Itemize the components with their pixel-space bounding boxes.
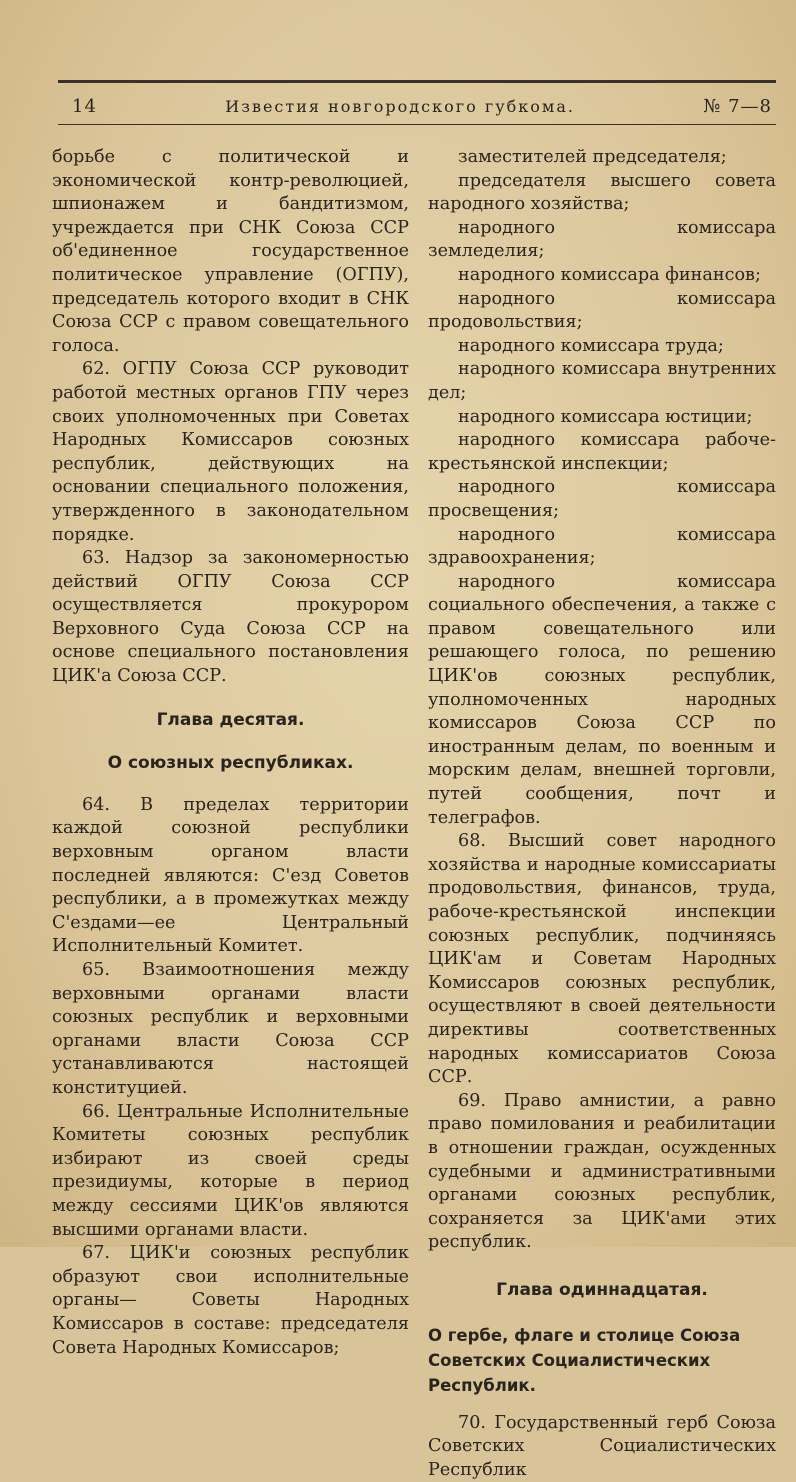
list-item: народного комиссара внутренних дел; — [428, 358, 776, 405]
article-68: 68. Высший совет народного хозяйства и народные комиссариаты продовольствия, финансов, труда, рабоче-крестьянской инспекции союзных республик, подчиняясь ЦИК'ам и Советам Народных Комиссаров союзных республик, осуществляют в своей деятельности директивы соответственных народных комиссариатов Союза ССР. — [428, 830, 776, 1090]
article-67: 67. ЦИК'и союзных республик образуют свои исполнительные органы— Советы Народных Комиссаров в составе: председателя Совета Народных Комиссаров; — [52, 1242, 409, 1360]
list-item: народного комиссара труда; — [428, 335, 776, 359]
paragraph-61-cont: борьбе с политической и экономической контр-революцией, шпионажем и бандитизмом, учреждается при СНК Союза ССР об'единенное государственное политическое управление (ОГПУ), председатель которого входит в СНК Союза ССР с правом совещательного голоса. — [52, 146, 409, 358]
list-item: народного комиссара здравоохранения; — [428, 524, 776, 571]
article-66: 66. Центральные Исполнительные Комитеты союзных республик избирают из своей среды президиумы, которые в период между сессиями ЦИК'ов являются высшими органами власти. — [52, 1101, 409, 1243]
chapter-ten-subtitle: О союзных республиках. — [52, 752, 409, 776]
list-item: председателя высшего совета народного хозяйства; — [428, 170, 776, 217]
article-63: 63. Надзор за закономерностью действий ОГПУ Союза ССР осуществляется прокурором Верховного Суда Союза ССР на основе специального постановления ЦИК'а Союза ССР. — [52, 547, 409, 689]
list-item: народного комиссара финансов; — [428, 264, 776, 288]
list-item: народного комиссара рабоче-крестьянской инспекции; — [428, 429, 776, 476]
list-item: народного комиссара просвещения; — [428, 476, 776, 523]
journal-title: Известия новгородского губкома. — [225, 97, 575, 116]
issue-number: № 7—8 — [703, 96, 772, 117]
article-65: 65. Взаимоотношения между верховными органами власти союзных республик и верховными органами власти Союза ССР устанавливаются настоящей конституцией. — [52, 959, 409, 1101]
chapter-eleven-title: Глава одиннадцатая. — [428, 1279, 776, 1303]
article-70: 70. Государственный герб Союза Советских Социалистических Республик — [428, 1412, 776, 1482]
list-item: народного комиссара юстиции; — [428, 406, 776, 430]
list-item: заместителей председателя; — [428, 146, 776, 170]
list-item: народного комиссара продовольствия; — [428, 288, 776, 335]
right-column — [428, 146, 776, 1482]
page-number: 14 — [72, 96, 97, 117]
header-underline — [58, 124, 776, 125]
article-64: 64. В пределах территории каждой союзной республики верховным органом власти последней являются: С'езд Советов республики, а в промежутках между С'ездами—ее Центральный Исполнительный Комитет. — [52, 794, 409, 959]
chapter-ten-title: Глава десятая. — [52, 709, 409, 733]
left-column — [52, 146, 409, 1360]
list-item: народного комиссара земледелия; — [428, 217, 776, 264]
header-rule — [58, 80, 776, 83]
chapter-eleven-subtitle: О гербе, флаге и столице Союза Советских Социалистических Республик. — [428, 1323, 776, 1398]
list-item: народного комиссара социального обеспечения, а также с правом совещательного или решающего голоса, по решению ЦИК'ов союзных республик, уполномоченных народных комиссаров Союза ССР по иностранным делам, по военным и морским делам, внешней торговли, путей сообщения, почт и телеграфов. — [428, 571, 776, 831]
article-69: 69. Право амнистии, а равно право помилования и реабилитации в отношении граждан, осужденных судебными и административными органами союзных республик, сохраняется за ЦИК'ами этих республик. — [428, 1090, 776, 1255]
article-62: 62. ОГПУ Союза ССР руководит работой местных органов ГПУ через своих уполномоченных при Советах Народных Комиссаров союзных республик, действующих на основании специального положения, утвержденного в законодательном порядке. — [52, 358, 409, 547]
running-header — [72, 92, 772, 120]
